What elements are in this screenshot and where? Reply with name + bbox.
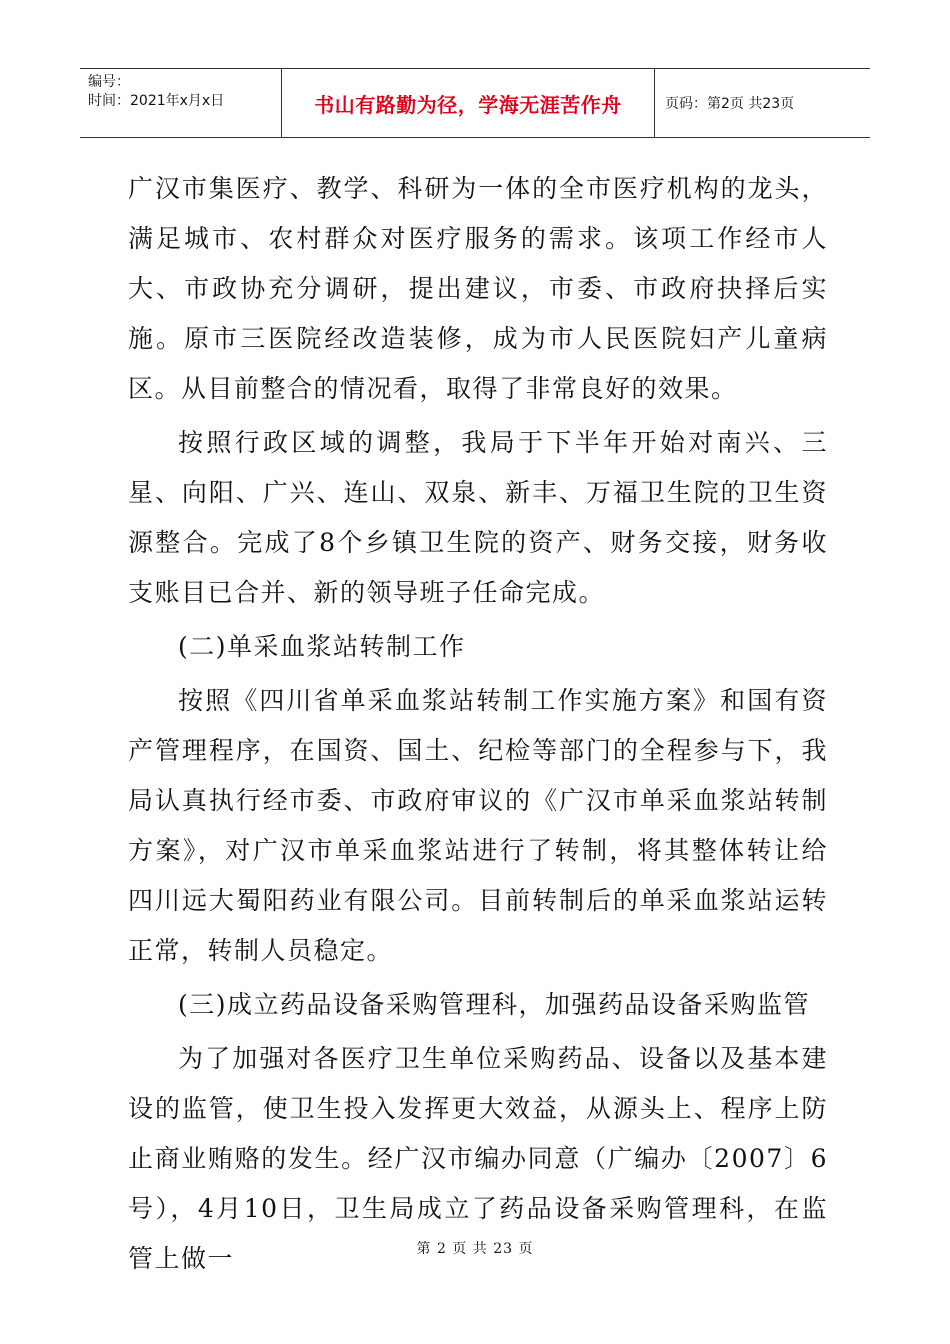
number-label: 编号： xyxy=(88,74,130,90)
section-heading: (三)成立药品设备采购管理科，加强药品设备采购监管 xyxy=(178,990,811,1019)
paragraph: 为了加强对各医疗卫生单位采购药品、设备以及基本建设的监管，使卫生投入发挥更大效益，从源头上、程序上防止商业贿赂的发生。经广汉市编办同意（广编办〔2007〕6号），4月10日，卫生局成立了药品设备采购管理科，在监管上做一 xyxy=(128,1044,828,1273)
header-motto: 书山有路勤为径，学海无涯苦作舟 xyxy=(282,69,655,137)
document-header xyxy=(80,68,870,138)
document-body xyxy=(128,164,828,1284)
paragraph: 广汉市集医疗、教学、科研为一体的全市医疗机构的龙头，满足城市、农村群众对医疗服务的需求。该项工作经市人大、市政协充分调研，提出建议，市委、市政府抉择后实施。原市三医院经改造装修，成为市人民医院妇产儿童病区。从目前整合的情况看，取得了非常良好的效果。 xyxy=(128,174,828,403)
paragraph: 按照《四川省单采血浆站转制工作实施方案》和国有资产管理程序，在国资、国土、纪检等部门的全程参与下，我局认真执行经市委、市政府审议的《广汉市单采血浆站转制方案》，对广汉市单采血浆站进行了转制，将其整体转让给四川远大蜀阳药业有限公司。目前转制后的单采血浆站运转正常，转制人员稳定。 xyxy=(128,686,828,965)
section-heading: (二)单采血浆站转制工作 xyxy=(178,632,466,661)
paragraph: 按照行政区域的调整，我局于下半年开始对南兴、三星、向阳、广兴、连山、双泉、新丰、万福卫生院的卫生资源整合。完成了8个乡镇卫生院的资产、财务交接，财务收支账目已合并、新的领导班子任命完成。 xyxy=(128,428,828,607)
page-footer: 第 2 页 共 23 页 xyxy=(416,1241,534,1257)
time-label: 时间：2021年x月x日 xyxy=(88,93,225,109)
header-page-info: 页码：第2页 共23页 xyxy=(665,96,795,112)
header-meta xyxy=(80,69,282,137)
